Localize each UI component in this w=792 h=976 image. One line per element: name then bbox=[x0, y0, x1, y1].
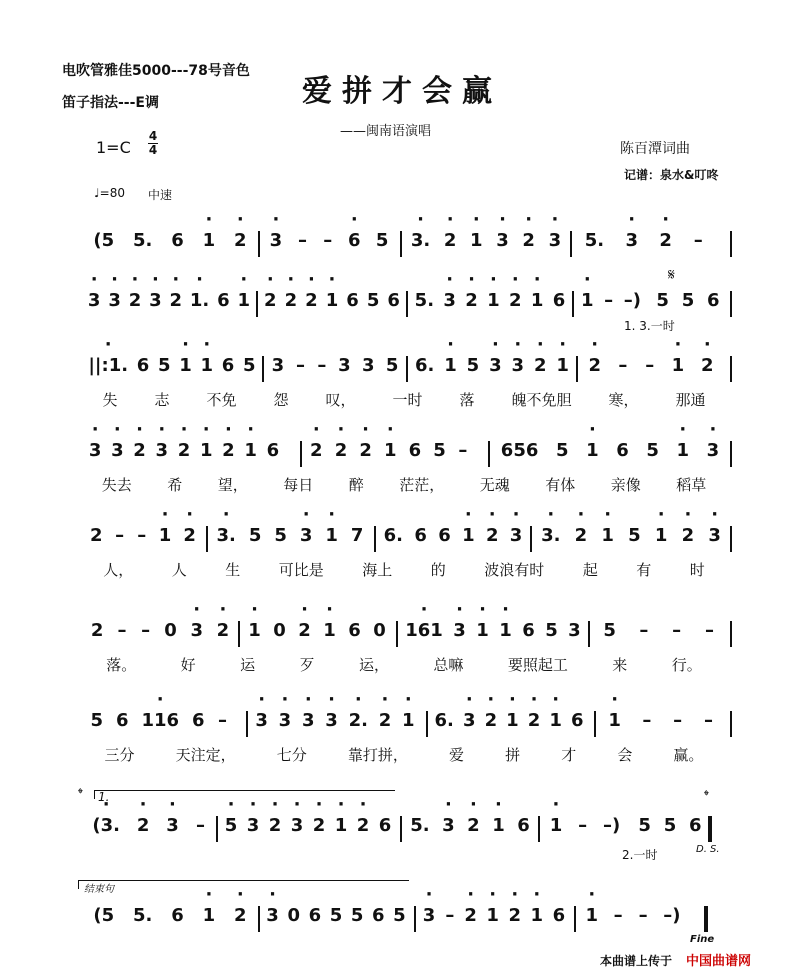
volta-lyric-2: 2.一时 bbox=[622, 848, 658, 862]
score-line-3 bbox=[84, 350, 732, 409]
score-line-6 bbox=[84, 615, 732, 674]
lyric-line-4: 失去 希 望， 每日 醉 茫茫， 无魂 有体 亲像 稻草 bbox=[101, 476, 707, 494]
measure: · 5 · 3 · 2 · 3 · 2 · 1 · 2 6 bbox=[220, 810, 396, 842]
key-signature: 1=C bbox=[96, 138, 131, 157]
measure: · 1 – – –) bbox=[578, 900, 688, 932]
coda-icon: 𝄌 bbox=[78, 786, 83, 802]
measure: · 3 · 3 · 3 · 3 · 2. · 2 · 1 bbox=[250, 705, 420, 737]
fingering-note: 笛子指法---E调 bbox=[62, 95, 159, 111]
measure: 5. · 3 · 2 · 1 6 bbox=[404, 810, 536, 842]
coda-section-label: 结束句 bbox=[84, 884, 114, 895]
measure: · 2 – – · 1 · 2 bbox=[580, 350, 722, 382]
measure: 5 6 · 116 6 – bbox=[84, 705, 234, 737]
measure: 656 5 · 1 6 5 · 1 · 3 bbox=[492, 435, 728, 467]
measure: 2 – – · 1 · 2 bbox=[84, 520, 202, 552]
instrument-note: 电吹管雅佳5000---78号音色 bbox=[62, 63, 250, 79]
measure: 5. · 3 · 2 – bbox=[574, 225, 714, 257]
measure: (5 5. 6 · 1 · 2 bbox=[84, 225, 256, 257]
coda-icon-end: 𝄌 bbox=[704, 788, 709, 804]
measure: 6. · 3 · 2 · 1 · 2 · 1 6 bbox=[430, 705, 588, 737]
score-line-7 bbox=[84, 705, 732, 764]
score-line-5 bbox=[84, 520, 732, 579]
measure: · 1 – –) bbox=[542, 810, 628, 842]
volta-label: 1. bbox=[98, 790, 110, 804]
measure: · 3 – – · 6 5 bbox=[262, 225, 396, 257]
measure: · 3 · 3 · 2 · 3 · 2 · 1. 6 · 1 bbox=[84, 285, 254, 317]
score-line-8 bbox=[84, 788, 732, 862]
measure: · (3. · 2 · 3 – bbox=[84, 810, 214, 842]
measure: 5 5 6 bbox=[656, 290, 720, 311]
measure: 5 5 6 bbox=[638, 815, 702, 836]
transcriber: 记谱：泉水&叮咚 bbox=[624, 168, 719, 182]
measure: · 3 – · 2 · 1 · 2 · 1 6 bbox=[418, 900, 570, 932]
score-line-1 bbox=[84, 225, 732, 275]
measure: · 3 0 6 5 5 6 5 bbox=[262, 900, 410, 932]
measure: 5. · 3 · 2 · 1 · 2 · 1 6 bbox=[410, 285, 570, 317]
score-line-4 bbox=[84, 435, 732, 494]
lyric-line-5: 人， 人 生 可比是 海上 的 波浪有时 起 有 时 bbox=[103, 561, 705, 579]
lyric-line-6: 落。 好 运 歹 运， 总嘛 要照起工 来 行。 bbox=[106, 656, 702, 674]
measure: 2 – – 0 · 3 · 2 bbox=[84, 615, 236, 647]
ds-mark: D. S. bbox=[696, 844, 720, 855]
upload-note: 本曲谱上传于 bbox=[600, 954, 673, 968]
site-logo[interactable]: 中国曲谱网 bbox=[686, 954, 752, 969]
measure: 6. 6 6 · 1 · 2 · 3 bbox=[378, 520, 528, 552]
measure: · 2 · 2 · 2 · 1 6 5 6 bbox=[260, 285, 404, 317]
measure: · 3. 5 5 · 3 · 1 7 bbox=[210, 520, 370, 552]
measure: · 1 – –) bbox=[576, 285, 646, 317]
measure: 6. · 1 5 · 3 · 3 · 2 · 1 bbox=[410, 350, 574, 382]
lyric-line-3: 失 志 不免 怨 叹， 一时 落 魄不免胆 寒， 那通 bbox=[102, 391, 706, 409]
measure: · ||:1. 6 5 · 1 · 1 6 5 bbox=[84, 350, 260, 382]
fine-mark: Fine bbox=[690, 934, 715, 945]
measure: · 3. · 2 · 1 5 · 1 · 2 · 3 bbox=[534, 520, 728, 552]
measure: 5 – – – bbox=[603, 620, 715, 641]
lyric-line-7: 三分 天注定， 七分 靠打拼， 爱 拼 才 会 赢。 bbox=[104, 746, 704, 764]
score-line-9 bbox=[84, 900, 732, 950]
tempo-marking: ♩=80 bbox=[94, 186, 125, 200]
score-line-2 bbox=[84, 265, 732, 335]
measure: (5 5. 6 · 1 · 2 bbox=[84, 900, 256, 932]
measure: · 3. · 2 · 1 · 3 · 2 · 3 bbox=[404, 225, 568, 257]
measure: · 1 0 · 2 · 1 6 0 bbox=[242, 615, 392, 647]
segno-icon: 𝄋 bbox=[668, 265, 675, 284]
page-title: 爱拼才会赢 bbox=[302, 74, 502, 109]
measure: · 1 – – – bbox=[598, 705, 724, 737]
time-signature: 4 4 bbox=[148, 129, 158, 157]
subtitle: ——闽南语演唱 bbox=[340, 124, 432, 139]
tempo-word: 中速 bbox=[148, 188, 173, 202]
measure: 3 – – 3 3 5 bbox=[271, 355, 399, 376]
volta-lyric: 1. 3.一时 bbox=[624, 319, 675, 333]
measure: · 2 · 2 · 2 · 1 6 5 – bbox=[304, 435, 474, 467]
composer: 陈百潭词曲 bbox=[620, 141, 690, 157]
measure: · 3 · 3 · 2 · 3 · 2 · 1 · 2 · 1 6 bbox=[84, 435, 284, 467]
measure: · 161 · 3 · 1 · 1 6 5 3 bbox=[400, 615, 586, 647]
